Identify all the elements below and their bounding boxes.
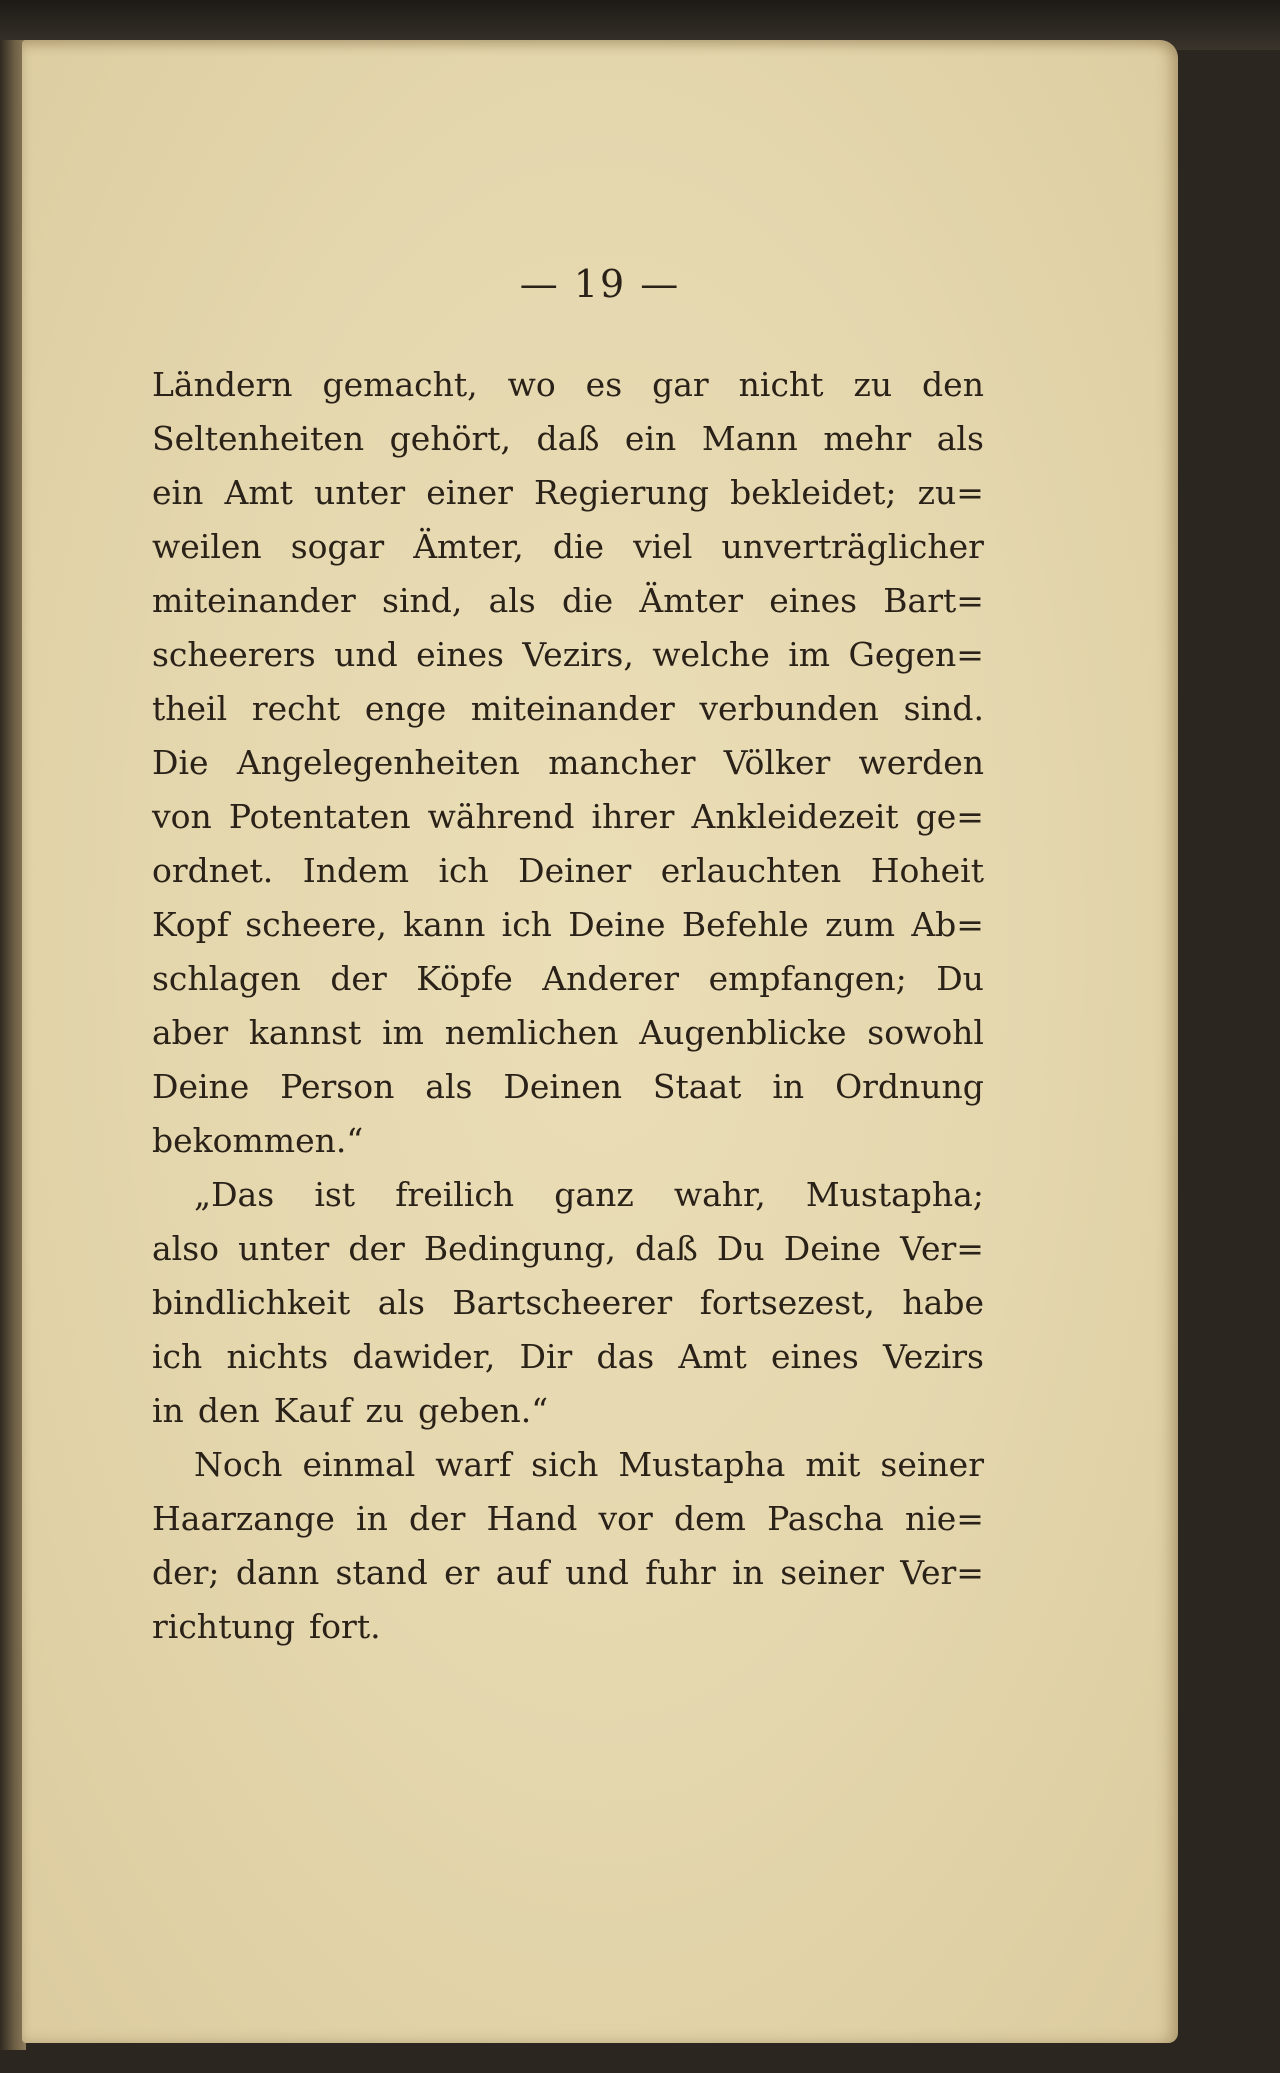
word: Seltenheiten bbox=[152, 419, 365, 458]
word: der bbox=[330, 959, 387, 998]
word: in bbox=[356, 1499, 388, 1538]
word: Dir bbox=[519, 1337, 573, 1376]
word: als bbox=[936, 419, 984, 458]
word: Augenblicke bbox=[639, 1013, 847, 1052]
word: Potentaten bbox=[228, 797, 411, 836]
word: Ankleidezeit bbox=[691, 797, 899, 836]
word: Vezirs bbox=[883, 1337, 984, 1376]
text-line bbox=[152, 682, 984, 736]
word: nicht bbox=[738, 365, 824, 404]
word: sogar bbox=[290, 527, 385, 566]
word: ein bbox=[152, 473, 204, 512]
word: ganz bbox=[554, 1175, 634, 1214]
word: Köpfe bbox=[416, 959, 513, 998]
word: nemlichen bbox=[444, 1013, 619, 1052]
word: eines bbox=[769, 581, 858, 620]
word: bekommen.“ bbox=[152, 1121, 364, 1160]
word: eines bbox=[771, 1337, 859, 1376]
word: Gegen= bbox=[848, 635, 984, 674]
text-line bbox=[152, 898, 984, 952]
word: Ämter bbox=[639, 581, 744, 620]
word: geben.“ bbox=[418, 1391, 549, 1430]
word: gar bbox=[652, 365, 709, 404]
word: sind, bbox=[382, 581, 463, 620]
word: seiner bbox=[780, 1553, 884, 1592]
word: Staat bbox=[652, 1067, 742, 1106]
word: Ab= bbox=[911, 905, 984, 944]
word: den bbox=[922, 365, 984, 404]
word: in bbox=[772, 1067, 805, 1106]
word: ist bbox=[314, 1175, 356, 1214]
word: und bbox=[565, 1553, 629, 1592]
word: zu= bbox=[917, 473, 984, 512]
text-line bbox=[152, 1330, 984, 1384]
word: Vezirs, bbox=[522, 635, 634, 674]
word: bindlichkeit bbox=[152, 1283, 351, 1322]
word: Hand bbox=[486, 1499, 578, 1538]
word: Die bbox=[152, 743, 209, 782]
word: unter bbox=[314, 473, 406, 512]
word: sich bbox=[531, 1445, 599, 1484]
word: stand bbox=[335, 1553, 428, 1592]
word: Deine bbox=[568, 905, 666, 944]
text-line bbox=[152, 520, 984, 574]
word: Hoheit bbox=[870, 851, 984, 890]
text-line bbox=[152, 1384, 984, 1438]
text-line bbox=[152, 1276, 984, 1330]
word: „Das bbox=[194, 1175, 275, 1214]
word: dann bbox=[235, 1553, 320, 1592]
word: gehört, bbox=[389, 419, 511, 458]
page-number: — 19 — bbox=[519, 262, 681, 306]
word: in bbox=[732, 1553, 764, 1592]
word: unverträglicher bbox=[721, 527, 984, 566]
text-line bbox=[152, 1006, 984, 1060]
word: vor bbox=[598, 1499, 653, 1538]
word: ich bbox=[438, 851, 489, 890]
word: schlagen bbox=[152, 959, 301, 998]
word: es bbox=[585, 365, 623, 404]
word: der; bbox=[152, 1553, 220, 1592]
word: Kauf bbox=[273, 1391, 352, 1430]
text-line bbox=[152, 1222, 984, 1276]
word: der bbox=[408, 1499, 466, 1538]
word: Mustapha; bbox=[805, 1175, 984, 1214]
word: mit bbox=[805, 1445, 861, 1484]
word: scheere, bbox=[245, 905, 387, 944]
word: recht bbox=[251, 689, 341, 728]
text-line bbox=[152, 574, 984, 628]
word: Du bbox=[936, 959, 984, 998]
word: im bbox=[788, 635, 831, 674]
text-line bbox=[152, 1060, 984, 1114]
word: eines bbox=[416, 635, 504, 674]
word: erlauchten bbox=[660, 851, 842, 890]
word: daß bbox=[536, 419, 600, 458]
word: Anderer bbox=[542, 959, 680, 998]
text-line bbox=[152, 736, 984, 790]
word: wahr, bbox=[673, 1175, 766, 1214]
word: kann bbox=[403, 905, 486, 944]
word: Regierung bbox=[534, 473, 710, 512]
word: Kopf bbox=[152, 905, 229, 944]
word: weilen bbox=[152, 527, 262, 566]
word: einer bbox=[426, 473, 513, 512]
word: seiner bbox=[880, 1445, 984, 1484]
word: werden bbox=[858, 743, 984, 782]
word: empfangen; bbox=[708, 959, 907, 998]
word: Befehle bbox=[681, 905, 809, 944]
word: er bbox=[444, 1553, 480, 1592]
word: Bart= bbox=[883, 581, 984, 620]
word: miteinander bbox=[152, 581, 356, 620]
word: Ämter, bbox=[413, 527, 524, 566]
word: als bbox=[488, 581, 536, 620]
text-line bbox=[152, 844, 984, 898]
word: als bbox=[377, 1283, 425, 1322]
word: zu bbox=[365, 1391, 405, 1430]
word: kannst bbox=[248, 1013, 362, 1052]
word: nichts bbox=[226, 1337, 329, 1376]
word: verbunden bbox=[699, 689, 879, 728]
word: und bbox=[334, 635, 398, 674]
word: fuhr bbox=[645, 1553, 716, 1592]
book-page bbox=[22, 40, 1178, 2043]
text-line bbox=[152, 1600, 984, 1654]
word: also bbox=[152, 1229, 220, 1268]
word: theil bbox=[152, 689, 228, 728]
text-line bbox=[152, 1168, 984, 1222]
word: Indem bbox=[302, 851, 409, 890]
word: Ver= bbox=[900, 1553, 984, 1592]
word: Deine bbox=[783, 1229, 882, 1268]
text-line bbox=[152, 1546, 984, 1600]
word: aber bbox=[152, 1013, 229, 1052]
word: Haarzange bbox=[152, 1499, 335, 1538]
word: in bbox=[152, 1391, 184, 1430]
word: nie= bbox=[904, 1499, 984, 1538]
word: zum bbox=[825, 905, 896, 944]
word: Pascha bbox=[767, 1499, 884, 1538]
page-text bbox=[152, 358, 984, 1654]
word: mancher bbox=[548, 743, 696, 782]
word: Völker bbox=[723, 743, 831, 782]
word: enge bbox=[364, 689, 447, 728]
text-line bbox=[152, 628, 984, 682]
word: Ländern bbox=[152, 365, 293, 404]
word: Du bbox=[716, 1229, 765, 1268]
word: gemacht, bbox=[322, 365, 478, 404]
word: Bartscheerer bbox=[452, 1283, 673, 1322]
word: bekleidet; bbox=[730, 473, 897, 512]
word: die bbox=[552, 527, 605, 566]
word: dem bbox=[673, 1499, 746, 1538]
text-line bbox=[152, 790, 984, 844]
word: Amt bbox=[224, 473, 293, 512]
text-line bbox=[152, 952, 984, 1006]
word: Bedingung, bbox=[423, 1229, 616, 1268]
word: viel bbox=[633, 527, 693, 566]
word: Angelegenheiten bbox=[236, 743, 520, 782]
word: ich bbox=[501, 905, 552, 944]
word: fortsezest, bbox=[699, 1283, 875, 1322]
word: das bbox=[596, 1337, 655, 1376]
word: Mann bbox=[701, 419, 798, 458]
word: zu bbox=[853, 365, 893, 404]
word: warf bbox=[435, 1445, 512, 1484]
word: ich bbox=[152, 1337, 203, 1376]
word: richtung bbox=[152, 1607, 295, 1646]
word: ein bbox=[624, 419, 677, 458]
word: den bbox=[197, 1391, 260, 1430]
word: Deine bbox=[152, 1067, 250, 1106]
text-line bbox=[152, 1492, 984, 1546]
word: die bbox=[561, 581, 614, 620]
word: unter bbox=[238, 1229, 330, 1268]
word: ihrer bbox=[591, 797, 675, 836]
text-line bbox=[152, 412, 984, 466]
word: auf bbox=[495, 1553, 549, 1592]
word: Amt bbox=[678, 1337, 747, 1376]
word: wo bbox=[507, 365, 556, 404]
word: im bbox=[382, 1013, 424, 1052]
word: Ver= bbox=[900, 1229, 984, 1268]
word: als bbox=[425, 1067, 473, 1106]
word: Person bbox=[280, 1067, 395, 1106]
word: sowohl bbox=[867, 1013, 984, 1052]
word: Mustapha bbox=[618, 1445, 786, 1484]
word: von bbox=[152, 797, 212, 836]
text-line bbox=[152, 466, 984, 520]
word: dawider, bbox=[352, 1337, 496, 1376]
word: sind. bbox=[903, 689, 984, 728]
text-line bbox=[152, 1114, 984, 1168]
word: ordnet. bbox=[152, 851, 274, 890]
word: Deiner bbox=[518, 851, 632, 890]
word: fort. bbox=[308, 1607, 381, 1646]
word: welche bbox=[652, 635, 770, 674]
word: während bbox=[427, 797, 575, 836]
word: scheerers bbox=[152, 635, 316, 674]
word: der bbox=[348, 1229, 405, 1268]
word: daß bbox=[634, 1229, 698, 1268]
word: habe bbox=[902, 1283, 984, 1322]
text-line bbox=[152, 358, 984, 412]
word: Noch bbox=[194, 1445, 283, 1484]
text-line bbox=[152, 1438, 984, 1492]
word: miteinander bbox=[470, 689, 675, 728]
word: einmal bbox=[302, 1445, 416, 1484]
word: ge= bbox=[915, 797, 984, 836]
word: Ordnung bbox=[835, 1067, 984, 1106]
word: Deinen bbox=[503, 1067, 622, 1106]
word: freilich bbox=[395, 1175, 515, 1214]
word: mehr bbox=[823, 419, 912, 458]
